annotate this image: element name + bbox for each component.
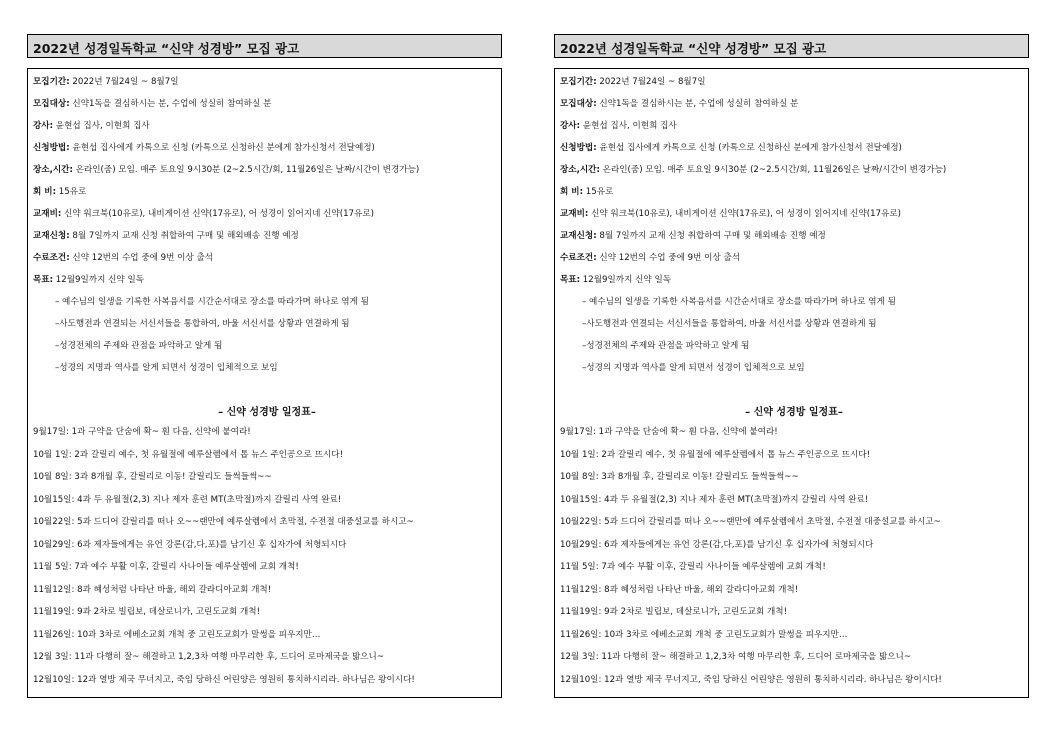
info-row [33, 251, 501, 273]
goal-item: –성경전체의 주제와 관점을 파악하고 알게 됨 [55, 341, 223, 351]
schedule-item: 10월 1일: 2과 갈릴리 예수, 첫 유월절에 예루살렘에서 톱 뉴스 주인공으로 뜨시다! [33, 449, 344, 460]
info-value: 윤현섭 집사, 이현희 집사 [53, 121, 150, 131]
info-row [33, 207, 501, 229]
info-label: 교재비: [560, 209, 589, 219]
info-label: 강사: [33, 121, 54, 131]
info-label: 수료조건: [560, 253, 597, 263]
info-row [33, 75, 501, 97]
info-value: 윤현섭 집사에게 카톡으로 신청 (카톡으로 신청하신 분에게 참가신청서 전달예정) [69, 143, 375, 153]
info-row [33, 163, 501, 185]
schedule-item: 10월15일: 4과 두 유월절(2,3) 지나 제자 훈련 MT(초막절)까지 갈릴리 사역 완료! [560, 494, 869, 505]
info-label: 모집기간: [33, 77, 70, 87]
schedule-item: 10월22일: 5과 드디어 갈릴리를 떠나 오~~랜만에 예루살렘에서 초막절, 수전절 대중설교를 하시고~ [560, 517, 941, 527]
info-row [560, 97, 1028, 119]
schedule-item: 10월29일: 6과 제자들에게는 유언 강론(감,다,포)를 남기신 후 십자가에 처형되시다 [33, 539, 347, 550]
flyer-body [27, 68, 502, 698]
info-label: 교재신청: [33, 231, 70, 241]
schedule-item: 11월 5일: 7과 예수 부활 이후, 갈릴리 사나이들 예루살렘에 교회 개척! [33, 562, 299, 572]
info-label: 교재신청: [560, 231, 597, 241]
schedule-item: 9월17일: 1과 구약을 단숨에 확~ 훤 다음, 신약에 붙여라! [33, 427, 251, 437]
info-row [560, 251, 1028, 273]
info-label: 모집대상: [33, 99, 70, 109]
info-row [560, 185, 1028, 207]
schedule-item: 12월 3일: 11과 다행히 잘~ 해결하고 1,2,3차 여행 마무리한 후, 드디어 로마제국을 밟으니~ [33, 652, 385, 662]
info-row [560, 163, 1028, 185]
info-row [560, 207, 1028, 229]
info-value: 8월 7일까지 교재 신청 취합하여 구매 및 해외배송 진행 예정 [69, 231, 299, 241]
info-value: 12월9일까지 신약 일독 [580, 275, 672, 285]
info-value: 온라인(줌) 모임. 매주 토요일 9시30분 (2~2.5시간/회, 11월26일은 날짜/시간이 변경가능) [599, 165, 947, 175]
info-label: 강사: [560, 121, 581, 131]
info-value: 15유로 [56, 187, 87, 197]
schedule-item: 11월 5일: 7과 예수 부활 이후, 갈릴리 사나이들 예루살렘에 교회 개척! [560, 562, 826, 572]
schedule-item: 12월 3일: 11과 다행히 잘~ 해결하고 1,2,3차 여행 마무리한 후, 드디어 로마제국을 밟으니~ [560, 652, 912, 662]
schedule-item: 11월12일: 8과 혜성처럼 나타난 바울, 해외 갈라디아교회 개척! [560, 584, 799, 595]
info-row [33, 141, 501, 163]
info-label: 목표: [33, 275, 54, 285]
info-label: 회 비: [33, 187, 57, 197]
info-label: 신청방법: [560, 143, 597, 153]
info-row [33, 185, 501, 207]
info-label: 모집대상: [560, 99, 597, 109]
flyer-body [554, 68, 1029, 698]
info-label: 회 비: [560, 187, 584, 197]
info-label: 신청방법: [33, 143, 70, 153]
info-label: 장소,시간: [33, 165, 73, 175]
info-label: 장소,시간: [560, 165, 600, 175]
goal-item: –성경의 지명과 역사를 알게 되면서 성경이 입체적으로 보임 [582, 363, 805, 373]
info-value: 8월 7일까지 교재 신청 취합하여 구매 및 해외배송 진행 예정 [596, 231, 826, 241]
schedule-item: 10월 8일: 3과 8개월 후, 갈릴리로 이동! 갈릴리도 들썩들썩~~ [560, 472, 799, 482]
goal-item: –성경전체의 주제와 관점을 파악하고 알게 됨 [582, 341, 750, 351]
info-value: 윤현섭 집사에게 카톡으로 신청 (카톡으로 신청하신 분에게 참가신청서 전달예정) [596, 143, 902, 153]
goal-item: – 예수님의 일생을 기록한 사복음서를 시간순서대로 장소를 따라가며 하나로 엮게 됨 [582, 297, 896, 307]
schedule-item: 10월 8일: 3과 8개월 후, 갈릴리로 이동! 갈릴리도 들썩들썩~~ [33, 472, 272, 482]
schedule-item: 10월22일: 5과 드디어 갈릴리를 떠나 오~~랜만에 예루살렘에서 초막절, 수전절 대중설교를 하시고~ [33, 517, 414, 527]
info-value: 2022년 7월24일 ~ 8월7일 [596, 77, 706, 87]
info-value: 온라인(줌) 모임. 매주 토요일 9시30분 (2~2.5시간/회, 11월26일은 날짜/시간이 변경가능) [72, 165, 420, 175]
info-row [33, 97, 501, 119]
info-value: 신약 12번의 수업 중에 9번 이상 출석 [69, 253, 214, 263]
info-value: 15유로 [583, 187, 614, 197]
info-label: 모집기간: [560, 77, 597, 87]
info-row [33, 229, 501, 251]
flyer-right [554, 34, 1029, 698]
schedule-item: 11월26일: 10과 3차로 에베소교회 개척 중 고린도교회가 말썽을 피우지만… [560, 629, 848, 640]
schedule-item: 11월26일: 10과 3차로 에베소교회 개척 중 고린도교회가 말썽을 피우지만… [33, 629, 321, 640]
info-value: 2022년 7월24일 ~ 8월7일 [69, 77, 179, 87]
goal-item: –사도행전과 연결되는 서신서들을 통합하여, 바울 서신서를 상황과 연결하게 됨 [582, 319, 877, 329]
info-row [33, 119, 501, 141]
info-value: 윤현섭 집사, 이현희 집사 [580, 121, 677, 131]
info-row [560, 75, 1028, 97]
info-value: 12월9일까지 신약 일독 [53, 275, 145, 285]
info-row [560, 119, 1028, 141]
schedule-item: 12월10일: 12과 열방 제국 무너지고, 죽임 당하신 어린양은 영원히 통치하시리라. 하나님은 왕이시다! [33, 674, 415, 685]
schedule-item: 11월12일: 8과 혜성처럼 나타난 바울, 해외 갈라디아교회 개척! [33, 584, 272, 595]
info-value: 신약 워크북(10유로), 내비게이션 신약(17유로), 어 성경이 읽어지네 신약(17유로) [588, 209, 902, 219]
info-row [33, 273, 501, 295]
info-label: 목표: [560, 275, 581, 285]
schedule-item: 10월29일: 6과 제자들에게는 유언 강론(감,다,포)를 남기신 후 십자가에 처형되시다 [560, 539, 874, 550]
info-row [560, 229, 1028, 251]
schedule-item: 9월17일: 1과 구약을 단숨에 확~ 훤 다음, 신약에 붙여라! [560, 427, 778, 437]
goal-item: –사도행전과 연결되는 서신서들을 통합하여, 바울 서신서를 상황과 연결하게 됨 [55, 319, 350, 329]
info-value: 신약 워크북(10유로), 내비게이션 신약(17유로), 어 성경이 읽어지네 신약(17유로) [61, 209, 375, 219]
info-row [560, 273, 1028, 295]
schedule-title: – 신약 성경방 일정표– [218, 407, 316, 418]
goal-item: –성경의 지명과 역사를 알게 되면서 성경이 입체적으로 보임 [55, 363, 278, 373]
info-value: 신약 12번의 수업 중에 9번 이상 출석 [596, 253, 741, 263]
flyer-left [27, 34, 502, 698]
info-value: 신약1독을 결심하시는 분, 수업에 성실히 참여하실 분 [69, 99, 272, 109]
schedule-title: – 신약 성경방 일정표– [745, 407, 843, 418]
schedule-item: 11월19일: 9과 2차로 빌립보, 데살로니가, 고린도교회 개척! [560, 607, 788, 617]
schedule-item: 10월 1일: 2과 갈릴리 예수, 첫 유월절에 예루살렘에서 톱 뉴스 주인공으로 뜨시다! [560, 449, 871, 460]
info-label: 수료조건: [33, 253, 70, 263]
flyer-title: 2022년 성경일독학교 “신약 성경방” 모집 광고 [27, 34, 502, 58]
schedule-item: 10월15일: 4과 두 유월절(2,3) 지나 제자 훈련 MT(초막절)까지 갈릴리 사역 완료! [33, 494, 342, 505]
info-label: 교재비: [33, 209, 62, 219]
goal-item: – 예수님의 일생을 기록한 사복음서를 시간순서대로 장소를 따라가며 하나로 엮게 됨 [55, 297, 369, 307]
flyer-title: 2022년 성경일독학교 “신약 성경방” 모집 광고 [554, 34, 1029, 58]
info-value: 신약1독을 결심하시는 분, 수업에 성실히 참여하실 분 [596, 99, 799, 109]
schedule-item: 12월10일: 12과 열방 제국 무너지고, 죽임 당하신 어린양은 영원히 통치하시리라. 하나님은 왕이시다! [560, 674, 942, 685]
schedule-item: 11월19일: 9과 2차로 빌립보, 데살로니가, 고린도교회 개척! [33, 607, 261, 617]
info-row [560, 141, 1028, 163]
